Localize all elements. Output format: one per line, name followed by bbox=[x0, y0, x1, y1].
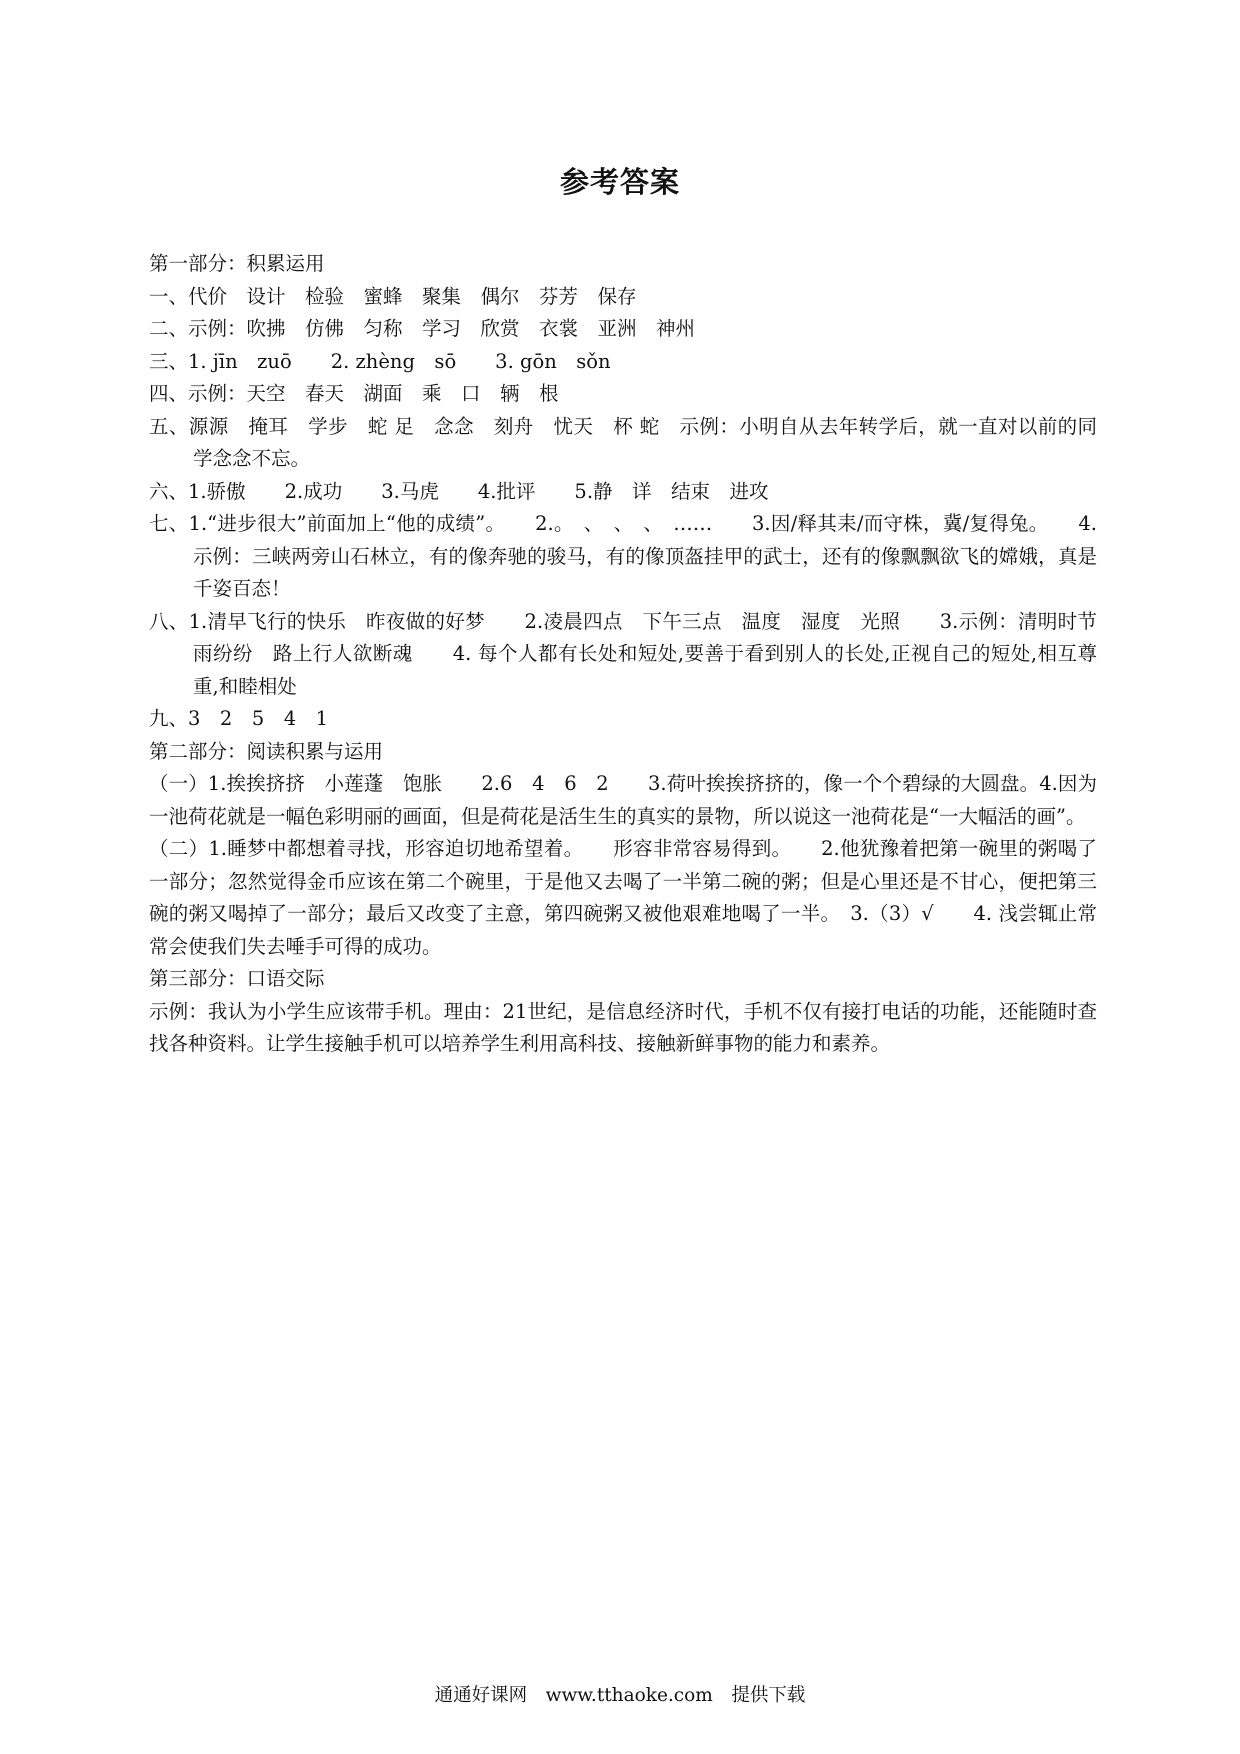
answer-5: 五、源源 掩耳 学步 蛇 足 念念 刻舟 忧天 杯 蛇 示例：小明自从去年转学后，就一直对以前的同学念念不忘。 bbox=[149, 414, 1097, 470]
answer-9: 九、3 2 5 4 1 bbox=[149, 707, 329, 730]
footer-source: 通通好课网 www.tthaoke.com 提供下载 bbox=[434, 1685, 806, 1706]
answer-1: 一、代价 设计 检验 蜜蜂 聚集 偶尔 芬芳 保存 bbox=[149, 284, 637, 308]
answer-2: 二、示例：吹拂 仿佛 匀称 学习 欣赏 衣裳 亚洲 神州 bbox=[149, 317, 696, 340]
page-title: 参考答案 bbox=[559, 165, 680, 199]
answer-3: 三、1. jīn zuō 2. zhèng sō 3. gōn sǒn bbox=[149, 349, 611, 373]
answer-8: 八、1.清早飞行的快乐 昨夜做的好梦 2.凌晨四点 下午三点 温度 湿度 光照 3.示例：清明时节雨纷纷 路上行人欲断魂 4. 每个人都有长处和短处,要善于看到别人的长处,正视自己的短处,相互尊重,和睦相处 bbox=[149, 609, 1097, 698]
answer-content bbox=[149, 248, 1097, 1061]
part-three-heading: 第三部分：口语交际 bbox=[149, 967, 325, 990]
reading-answer-1: （一）1.挨挨挤挤 小莲蓬 饱胀 2.6 4 6 2 3.荷叶挨挨挤挤的，像一个个碧绿的大圆盘。4.因为一池荷花就是一幅色彩明丽的画面，但是荷花是活生生的真实的景物，所以说这一池荷花是“一大幅活的画”。 bbox=[149, 772, 1097, 828]
answer-6: 六、1.骄傲 2.成功 3.马虎 4.批评 5.静 详 结束 进攻 bbox=[149, 479, 769, 503]
reading-answer-2: （二）1.睡梦中都想着寻找，形容迫切地希望着。 形容非常容易得到。 2.他犹豫着把第一碗里的粥喝了一部分；忽然觉得金币应该在第二个碗里，于是他又去喝了一半第二碗的粥；但是心里还是不甘心，便把第三碗的粥又喝掉了一部分；最后又改变了主意，第四碗粥又被他艰难地喝了一半。 3.（3）√ 4. 浅尝辄止常常会使我们失去唾手可得的成功。 bbox=[149, 837, 1097, 958]
part-one-heading: 第一部分：积累运用 bbox=[149, 252, 325, 275]
oral-answer: 示例：我认为小学生应该带手机。理由：21世纪，是信息经济时代，手机不仅有接打电话的功能，还能随时查找各种资料。让学生接触手机可以培养学生利用高科技、接触新鲜事物的能力和素养。 bbox=[149, 999, 1097, 1055]
answer-7: 七、1.“进步很大”前面加上“他的成绩”。 2.。 、 、 、 …… 3.因/释其耒/而守株，冀/复得兔。 4.示例：三峡两旁山石林立，有的像奔驰的骏马，有的像顶盔挂甲的武士，还有的像飘飘欲飞的嫦娥，真是千姿百态！ bbox=[149, 512, 1097, 600]
answer-4: 四、示例：天空 春天 湖面 乘 口 辆 根 bbox=[149, 382, 559, 405]
part-two-heading: 第二部分：阅读积累与运用 bbox=[149, 739, 384, 763]
